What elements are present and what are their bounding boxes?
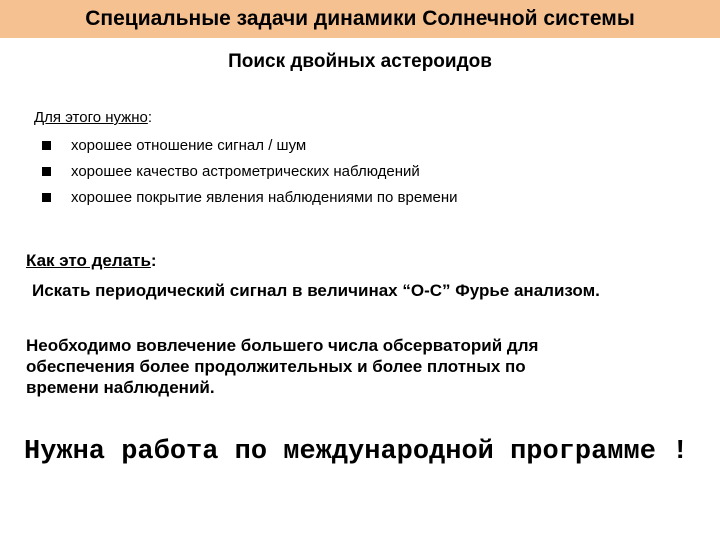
requirements-list — [42, 132, 458, 210]
requirements-heading-text: Для этого нужно — [34, 109, 148, 126]
list-item — [42, 184, 458, 210]
slide-title: Специальные задачи динамики Солнечной системы — [85, 7, 635, 30]
slide-subtitle: Поиск двойных астероидов — [228, 51, 492, 72]
paragraph-line: времени наблюдений. — [26, 378, 215, 397]
observatories-paragraph — [26, 335, 666, 398]
list-item-text: хорошее качество астрометрических наблюдений — [71, 162, 420, 180]
list-item — [42, 132, 458, 158]
header-bar — [0, 0, 720, 38]
howto-heading-colon: : — [150, 251, 157, 270]
list-item-text: хорошее покрытие явления наблюдениями по времени — [71, 188, 458, 206]
closing-statement: Нужна работа по международной программе ! — [24, 437, 689, 467]
list-item-text: хорошее отношение сигнал / шум — [71, 136, 307, 154]
square-bullet-icon — [42, 167, 51, 176]
paragraph-line: обеспечения более продолжительных и более плотных по — [26, 357, 526, 376]
square-bullet-icon — [42, 141, 51, 150]
square-bullet-icon — [42, 193, 51, 202]
howto-body: Искать периодический сигнал в величинах “O-C” Фурье анализом. — [32, 281, 600, 300]
requirements-heading-colon: : — [147, 109, 153, 126]
paragraph-line: Необходимо вовлечение большего числа обсерваторий для — [26, 336, 539, 355]
howto-heading-text: Как это делать — [26, 251, 151, 270]
list-item — [42, 158, 458, 184]
howto-heading — [26, 251, 157, 271]
requirements-heading — [34, 109, 152, 126]
